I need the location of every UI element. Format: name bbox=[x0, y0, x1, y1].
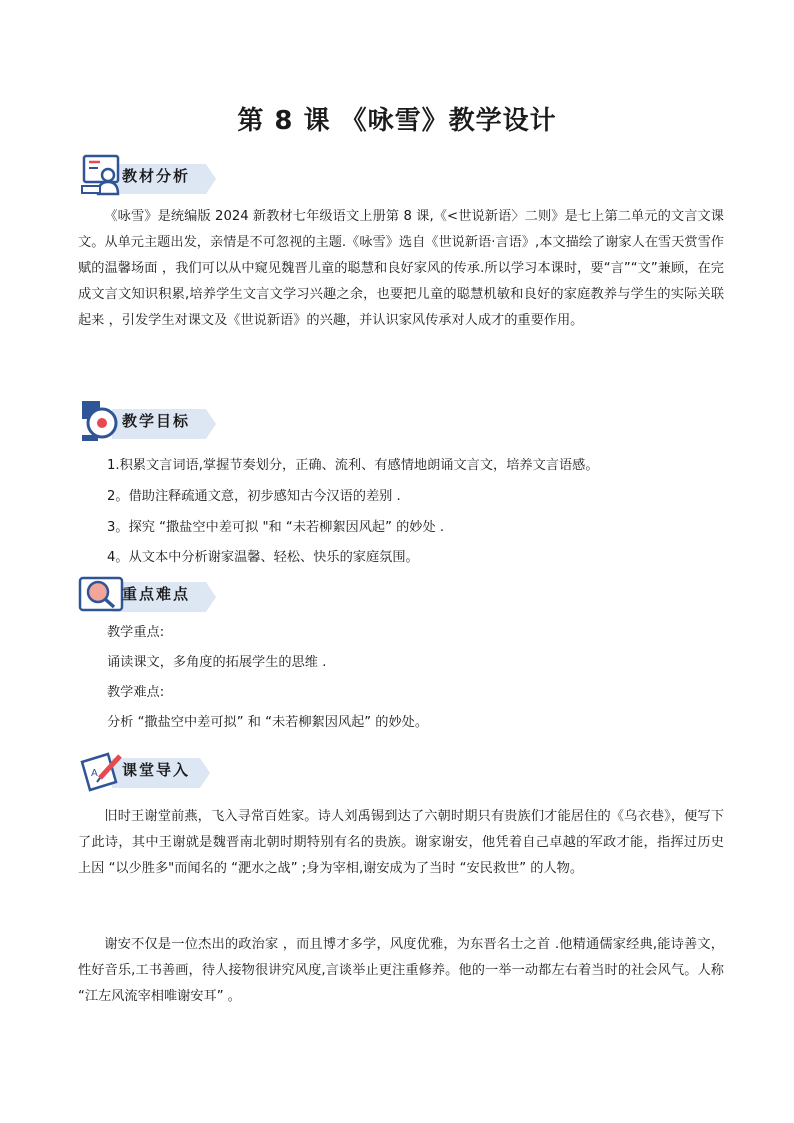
section-title-keypoints: 重点难点 bbox=[122, 585, 191, 603]
goal-item: 2。借助注释疏通文意，初步感知古今汉语的差别 . bbox=[107, 489, 401, 504]
section-title-goals: 教学目标 bbox=[122, 412, 191, 430]
section-header-goals bbox=[78, 397, 218, 445]
focus-heading: 教学重点: bbox=[107, 625, 165, 640]
goal-item: 3。探究 “撒盐空中差可拟 "和 “未若柳絮因风起” 的妙处 . bbox=[107, 520, 445, 535]
difficulty-heading: 教学难点: bbox=[107, 685, 165, 700]
goal-item: 4。从文本中分析谢家温馨、轻松、快乐的家庭氛围。 bbox=[107, 550, 419, 565]
section-header-keypoints bbox=[78, 572, 218, 620]
section-title-intro: 课堂导入 bbox=[122, 761, 191, 779]
focus-text: 诵读课文，多角度的拓展学生的思维 . bbox=[107, 655, 327, 670]
intro-paragraph: 旧时王谢堂前燕，飞入寻常百姓家。诗人刘禹锡到达了六朝时期只有贵族们才能居住的《乌衣巷》，便写下了此诗，其中王谢就是魏晋南北朝时期特别有名的贵族。谢家谢安，他凭着自己卓越的军政才能，指挥过历史上因 “以少胜多"而闻名的 “淝水之战” ;身为宰相,谢安成为了当时 “安民救世” 的人物。 bbox=[78, 809, 724, 876]
section-header-intro bbox=[78, 748, 218, 796]
analysis-paragraph: 《咏雪》是统编版 2024 新教材七年级语文上册第 8 课,《<世说新语〉二则》是七上第二单元的文言文课文。从单元主题出发，亲情是不可忽视的主题.《咏雪》选自《世说新语·言语》,本文描绘了谢家人在雪天赏雪作赋的温馨场面 ，我们可以从中窥见魏晋儿童的聪慧和良好家风的传承.所以学习本课时，要“言”“文”兼顾，在完成文言文知识积累,培养学生文言文学习兴趣之余，也要把儿童的聪慧机敏和良好的家庭教养与学生的实际关联起来 ，引发学生对课文及《世说新语》的兴趣，并认识家风传承对人成才的重要作用。 bbox=[78, 209, 724, 328]
section-title-analysis: 教材分析 bbox=[122, 167, 191, 185]
difficulty-text: 分析 “撒盐空中差可拟” 和 “未若柳絮因风起” 的妙处。 bbox=[107, 715, 429, 730]
goal-item: 1.积累文言词语,掌握节奏划分，正确、流利、有感情地朗诵文言文，培养文言语感。 bbox=[107, 458, 599, 473]
section-header-analysis bbox=[78, 152, 218, 200]
page-title: 第 8 课 《咏雪》教学设计 bbox=[237, 106, 557, 136]
intro-paragraph: 谢安不仅是一位杰出的政治家 ，而且博才多学，风度优雅，为东晋名士之首 .他精通儒家经典,能诗善文，性好音乐,工书善画，待人接物很讲究风度,言谈举止更注重修养。他的一举一动都左右着当时的社会风气。人称 “江左风流宰相唯谢安耳” 。 bbox=[78, 937, 724, 1004]
svg-text:A: A bbox=[91, 768, 98, 779]
